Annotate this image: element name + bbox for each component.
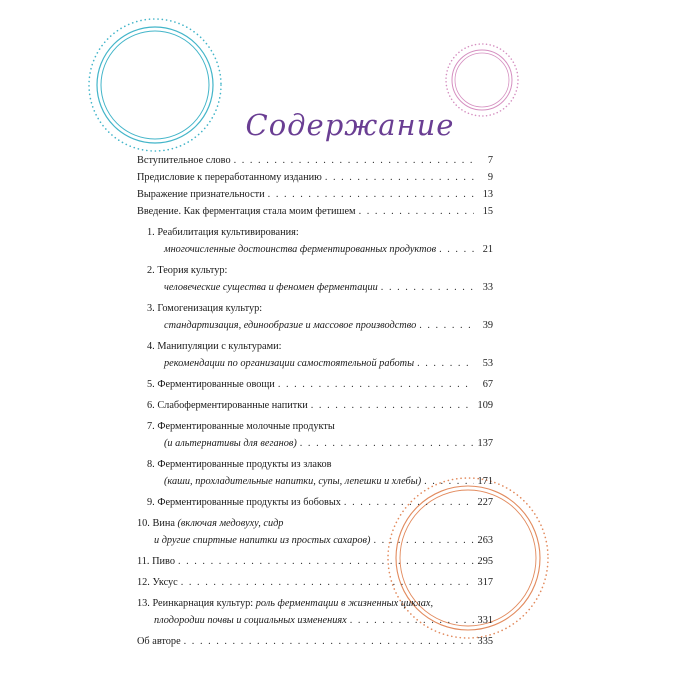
- toc-entry-preface: Предисловие к переработанному изданию . . . 9: [137, 169, 493, 186]
- page-number: 109: [477, 400, 493, 411]
- toc-chapter-3: 3. Гомогенизация культур: стандартизация, единообразие и массовое производство . . . 39: [137, 300, 493, 334]
- toc-chapter-5: 5. Ферментированные овощи . . . 67: [137, 376, 493, 393]
- toc-entry-about-author: Об авторе . . . 335: [137, 633, 493, 650]
- page-number: 13: [482, 189, 493, 200]
- page-number: 15: [482, 206, 493, 217]
- page-number: 7: [487, 155, 493, 166]
- page-number: 295: [477, 556, 493, 567]
- page-number: 331: [477, 615, 493, 626]
- page-number: 67: [482, 379, 493, 390]
- page-number: 227: [477, 497, 493, 508]
- page-number: 171: [477, 476, 493, 487]
- toc-chapter-9: 9. Ферментированные продукты из бобовых . . . 227: [137, 494, 493, 511]
- page-number: 53: [482, 358, 493, 369]
- toc-chapter-10: 10. Вина (включая медовуху, сидр и другие спиртные напитки из простых сахаров) . . . 263: [137, 515, 493, 549]
- page-number: 137: [477, 438, 493, 449]
- page-number: 33: [482, 282, 493, 293]
- page-number: 21: [482, 244, 493, 255]
- page-number: 317: [477, 577, 493, 588]
- page-number: 9: [487, 172, 493, 183]
- toc-chapter-2: 2. Теория культур: человеческие существа и феномен ферментации . . . 33: [137, 262, 493, 296]
- toc-chapter-13: 13. Реинкарнация культур: роль ферментации в жизненных циклах, плодородии почвы и социальных изменениях . . . 331: [137, 595, 493, 629]
- toc-chapter-11: 11. Пиво . . . 295: [137, 553, 493, 570]
- page-number: 39: [482, 320, 493, 331]
- toc-chapter-12: 12. Уксус . . . 317: [137, 574, 493, 591]
- toc-entry-introduction: Введение. Как ферментация стала моим фетишем . . . 15: [137, 203, 493, 220]
- toc-chapter-4: 4. Манипуляции с культурами: рекомендации по организации самостоятельной работы . . . 53: [137, 338, 493, 372]
- page-number: 335: [477, 636, 493, 647]
- page-number: 263: [477, 535, 493, 546]
- toc-chapter-8: 8. Ферментированные продукты из злаков (каши, прохладительные напитки, супы, лепешки и хлебы) . . . 171: [137, 456, 493, 490]
- page-title: Содержание: [245, 108, 455, 142]
- toc-entry-foreword: Вступительное слово . . . 7: [137, 152, 493, 169]
- pink-circle-decoration: [446, 44, 518, 116]
- toc-chapter-7: 7. Ферментированные молочные продукты (и альтернативы для веганов) . . . 137: [137, 418, 493, 452]
- toc-chapter-6: 6. Слабоферментированные напитки . . . 109: [137, 397, 493, 414]
- toc-chapter-1: 1. Реабилитация культивирования: многочисленные достоинства ферментированных продуктов . . . 21: [137, 224, 493, 258]
- table-of-contents: [137, 152, 493, 650]
- toc-entry-acknowledgements: Выражение признательности . . . 13: [137, 186, 493, 203]
